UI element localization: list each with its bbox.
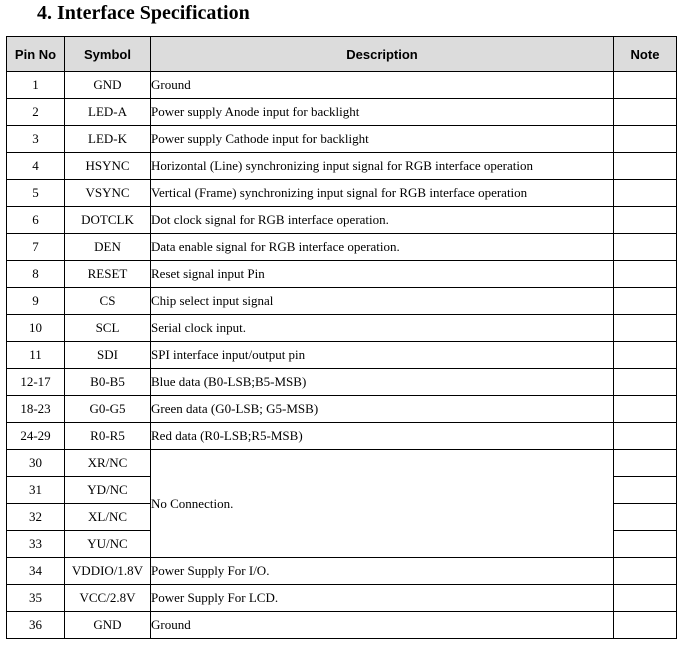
column-header-description: Description: [151, 37, 614, 72]
description-cell: Chip select input signal: [151, 288, 614, 315]
table-row: [7, 153, 677, 180]
note-cell: [614, 153, 677, 180]
note-cell: [614, 477, 677, 504]
note-cell: [614, 423, 677, 450]
pin-cell: 11: [7, 342, 65, 369]
symbol-cell: YU/NC: [65, 531, 151, 558]
note-cell: [614, 612, 677, 639]
description-cell: Red data (R0-LSB;R5-MSB): [151, 423, 614, 450]
table-row: [7, 585, 677, 612]
note-cell: [614, 126, 677, 153]
description-cell: Power Supply For LCD.: [151, 585, 614, 612]
note-cell: [614, 288, 677, 315]
note-cell: [614, 558, 677, 585]
pin-cell: 36: [7, 612, 65, 639]
description-cell: Vertical (Frame) synchronizing input signal for RGB interface operation: [151, 180, 614, 207]
description-cell: Ground: [151, 612, 614, 639]
table-row: [7, 207, 677, 234]
pin-cell: 24-29: [7, 423, 65, 450]
pin-cell: 3: [7, 126, 65, 153]
table-row: [7, 342, 677, 369]
table-row: [7, 423, 677, 450]
symbol-cell: DOTCLK: [65, 207, 151, 234]
description-cell: Data enable signal for RGB interface operation.: [151, 234, 614, 261]
pin-cell: 7: [7, 234, 65, 261]
note-cell: [614, 585, 677, 612]
pin-cell: 2: [7, 99, 65, 126]
symbol-cell: G0-G5: [65, 396, 151, 423]
pin-cell: 32: [7, 504, 65, 531]
pin-cell: 9: [7, 288, 65, 315]
column-header-pin-no: Pin No: [7, 37, 65, 72]
description-cell: Reset signal input Pin: [151, 261, 614, 288]
symbol-cell: GND: [65, 612, 151, 639]
note-cell: [614, 180, 677, 207]
description-cell: Ground: [151, 72, 614, 99]
symbol-cell: XR/NC: [65, 450, 151, 477]
symbol-cell: VCC/2.8V: [65, 585, 151, 612]
symbol-cell: XL/NC: [65, 504, 151, 531]
note-cell: [614, 315, 677, 342]
symbol-cell: SDI: [65, 342, 151, 369]
pin-cell: 34: [7, 558, 65, 585]
description-cell: Power supply Cathode input for backlight: [151, 126, 614, 153]
description-cell-merged: No Connection.: [151, 450, 614, 558]
description-cell: Serial clock input.: [151, 315, 614, 342]
symbol-cell: GND: [65, 72, 151, 99]
pin-cell: 4: [7, 153, 65, 180]
description-cell: SPI interface input/output pin: [151, 342, 614, 369]
table-row: [7, 99, 677, 126]
symbol-cell: CS: [65, 288, 151, 315]
symbol-cell: YD/NC: [65, 477, 151, 504]
pin-cell: 30: [7, 450, 65, 477]
table-row: [7, 126, 677, 153]
table-row: [7, 369, 677, 396]
table-row: [7, 612, 677, 639]
section-heading: 4. Interface Specification: [37, 2, 250, 24]
table-row: [7, 396, 677, 423]
symbol-cell: SCL: [65, 315, 151, 342]
pin-cell: 33: [7, 531, 65, 558]
symbol-cell: VDDIO/1.8V: [65, 558, 151, 585]
pin-cell: 6: [7, 207, 65, 234]
column-header-symbol: Symbol: [65, 37, 151, 72]
note-cell: [614, 531, 677, 558]
column-header-note: Note: [614, 37, 677, 72]
table-header-row: [7, 37, 677, 72]
symbol-cell: RESET: [65, 261, 151, 288]
description-cell: Blue data (B0-LSB;B5-MSB): [151, 369, 614, 396]
note-cell: [614, 99, 677, 126]
pin-cell: 18-23: [7, 396, 65, 423]
note-cell: [614, 450, 677, 477]
symbol-cell: HSYNC: [65, 153, 151, 180]
note-cell: [614, 396, 677, 423]
table-row: [7, 72, 677, 99]
table-row: [7, 558, 677, 585]
pin-cell: 35: [7, 585, 65, 612]
description-cell: Horizontal (Line) synchronizing input signal for RGB interface operation: [151, 153, 614, 180]
table-row: [7, 288, 677, 315]
description-cell: Dot clock signal for RGB interface operation.: [151, 207, 614, 234]
interface-spec-table: [6, 36, 677, 639]
table-row: [7, 261, 677, 288]
symbol-cell: B0-B5: [65, 369, 151, 396]
table-row: [7, 234, 677, 261]
description-cell: Green data (G0-LSB; G5-MSB): [151, 396, 614, 423]
symbol-cell: VSYNC: [65, 180, 151, 207]
note-cell: [614, 207, 677, 234]
note-cell: [614, 342, 677, 369]
pin-cell: 10: [7, 315, 65, 342]
note-cell: [614, 261, 677, 288]
symbol-cell: R0-R5: [65, 423, 151, 450]
table-row: [7, 315, 677, 342]
pin-cell: 5: [7, 180, 65, 207]
symbol-cell: LED-K: [65, 126, 151, 153]
pin-cell: 31: [7, 477, 65, 504]
table-row: [7, 180, 677, 207]
description-cell: Power Supply For I/O.: [151, 558, 614, 585]
table-row: [7, 450, 677, 477]
description-cell: Power supply Anode input for backlight: [151, 99, 614, 126]
pin-cell: 1: [7, 72, 65, 99]
note-cell: [614, 234, 677, 261]
symbol-cell: LED-A: [65, 99, 151, 126]
symbol-cell: DEN: [65, 234, 151, 261]
note-cell: [614, 504, 677, 531]
note-cell: [614, 72, 677, 99]
pin-cell: 12-17: [7, 369, 65, 396]
note-cell: [614, 369, 677, 396]
pin-cell: 8: [7, 261, 65, 288]
